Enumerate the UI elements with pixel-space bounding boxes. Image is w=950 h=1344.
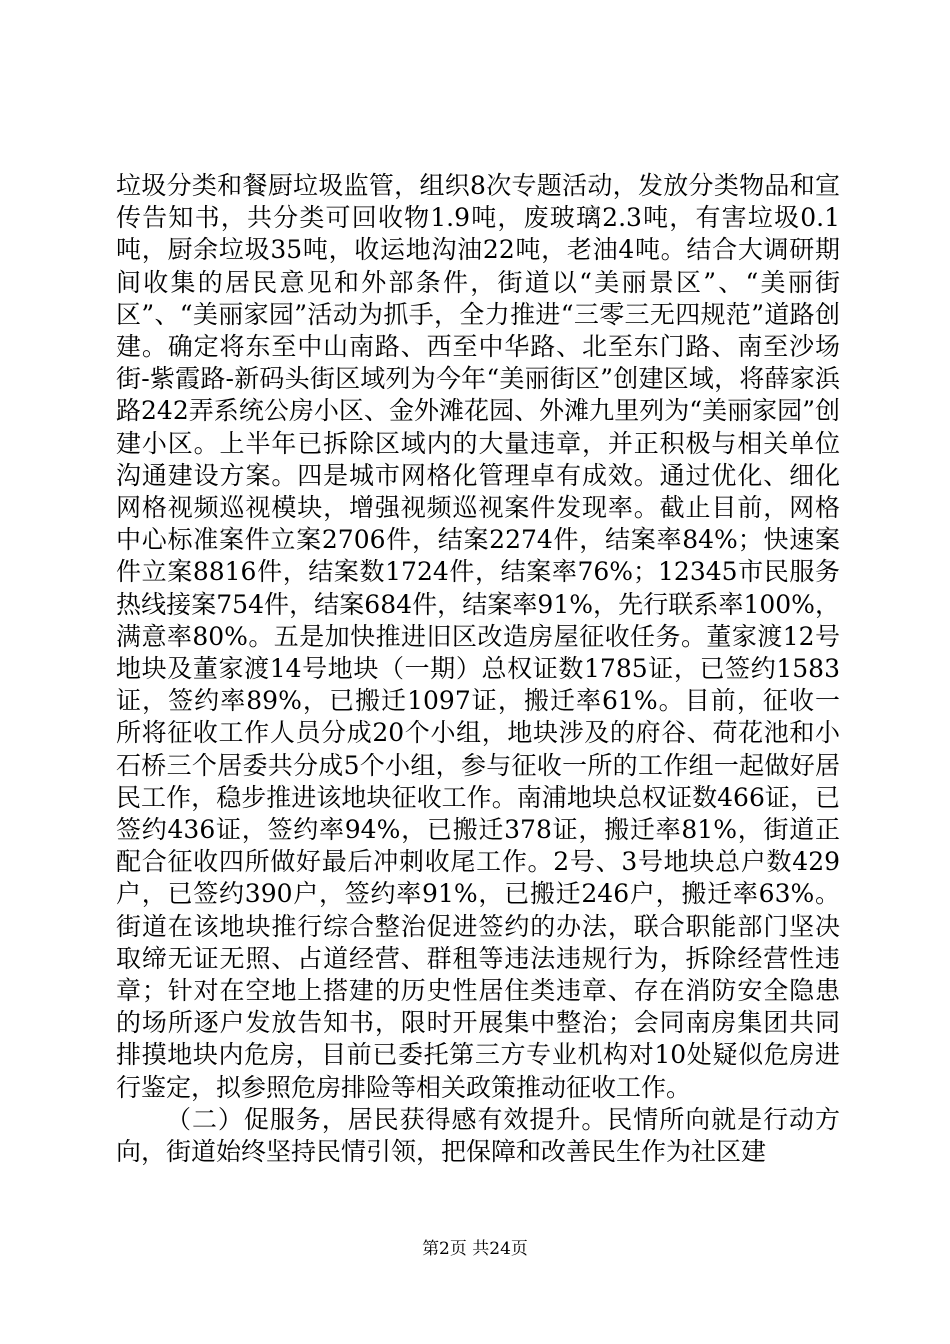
page-footer: 第2页 共24页 (422, 1239, 528, 1259)
paragraph-continuation: 垃圾分类和餐厨垃圾监管，组织8次专题活动，发放分类物品和宣传告知书，共分类可回收物1.9吨，废玻璃2.3吨，有害垃圾0.1吨，厨余垃圾35吨，收运地沟油22吨，老油4吨。结合大调研期间收集的居民意见和外部条件，街道以“美丽景区”、“美丽街区”、“美丽家园”活动为抓手，全力推进“三零三无四规范”道路创建。确定将东至中山南路、西至中华路、北至东门路、南至沙场街-紫霞路-新码头街区域列为今年“美丽街区”创建区域，将薛家浜路242弄系统公房小区、金外滩花园、外滩九里列为“美丽家园”创建小区。上半年已拆除区域内的大量违章，并正积极与相关单位沟通建设方案。四是城市网格化管理卓有成效。通过优化、细化网格视频巡视模块，增强视频巡视案件发现率。截止目前，网格中心标准案件立案2706件，结案2274件，结案率84%；快速案件立案8816件，结案数1724件，结案率76%；12345市民服务热线接案754件，结案684件，结案率91%，先行联系率100%，满意率80%。五是加快推进旧区改造房屋征收任务。董家渡12号地块及董家渡14号地块（一期）总权证数1785证，已签约1583证，签约率89%，已搬迁1097证，搬迁率61%。目前，征收一所将征收工作人员分成20个小组，地块涉及的府谷、荷花池和小石桥三个居委共分成5个小组，参与征收一所的工作组一起做好居民工作，稳步推进该地块征收工作。南浦地块总权证数466证，已签约436证，签约率94%，已搬迁378证，搬迁率81%，街道正配合征收四所做好最后冲刺收尾工作。2号、3号地块总户数429户，已签约390户，签约率91%，已搬迁246户，搬迁率63%。街道在该地块推行综合整治促进签约的办法，联合职能部门坚决取缔无证无照、占道经营、群租等违法违规行为，拆除经营性违章；针对在空地上搭建的历史性居住类违章、存在消防安全隐患的场所逐户发放告知书，限时开展集中整治；会同南房集团共同排摸地块内危房，目前已委托第三方专业机构对10处疑似危房进行鉴定，拟参照危房排险等相关政策推动征收工作。 (116, 171, 840, 1102)
paragraph-section-2: （二）促服务，居民获得感有效提升。民情所向就是行动方向，街道始终坚持民情引领，把保障和改善民生作为社区建 (116, 1104, 840, 1167)
document-body (116, 170, 840, 1168)
